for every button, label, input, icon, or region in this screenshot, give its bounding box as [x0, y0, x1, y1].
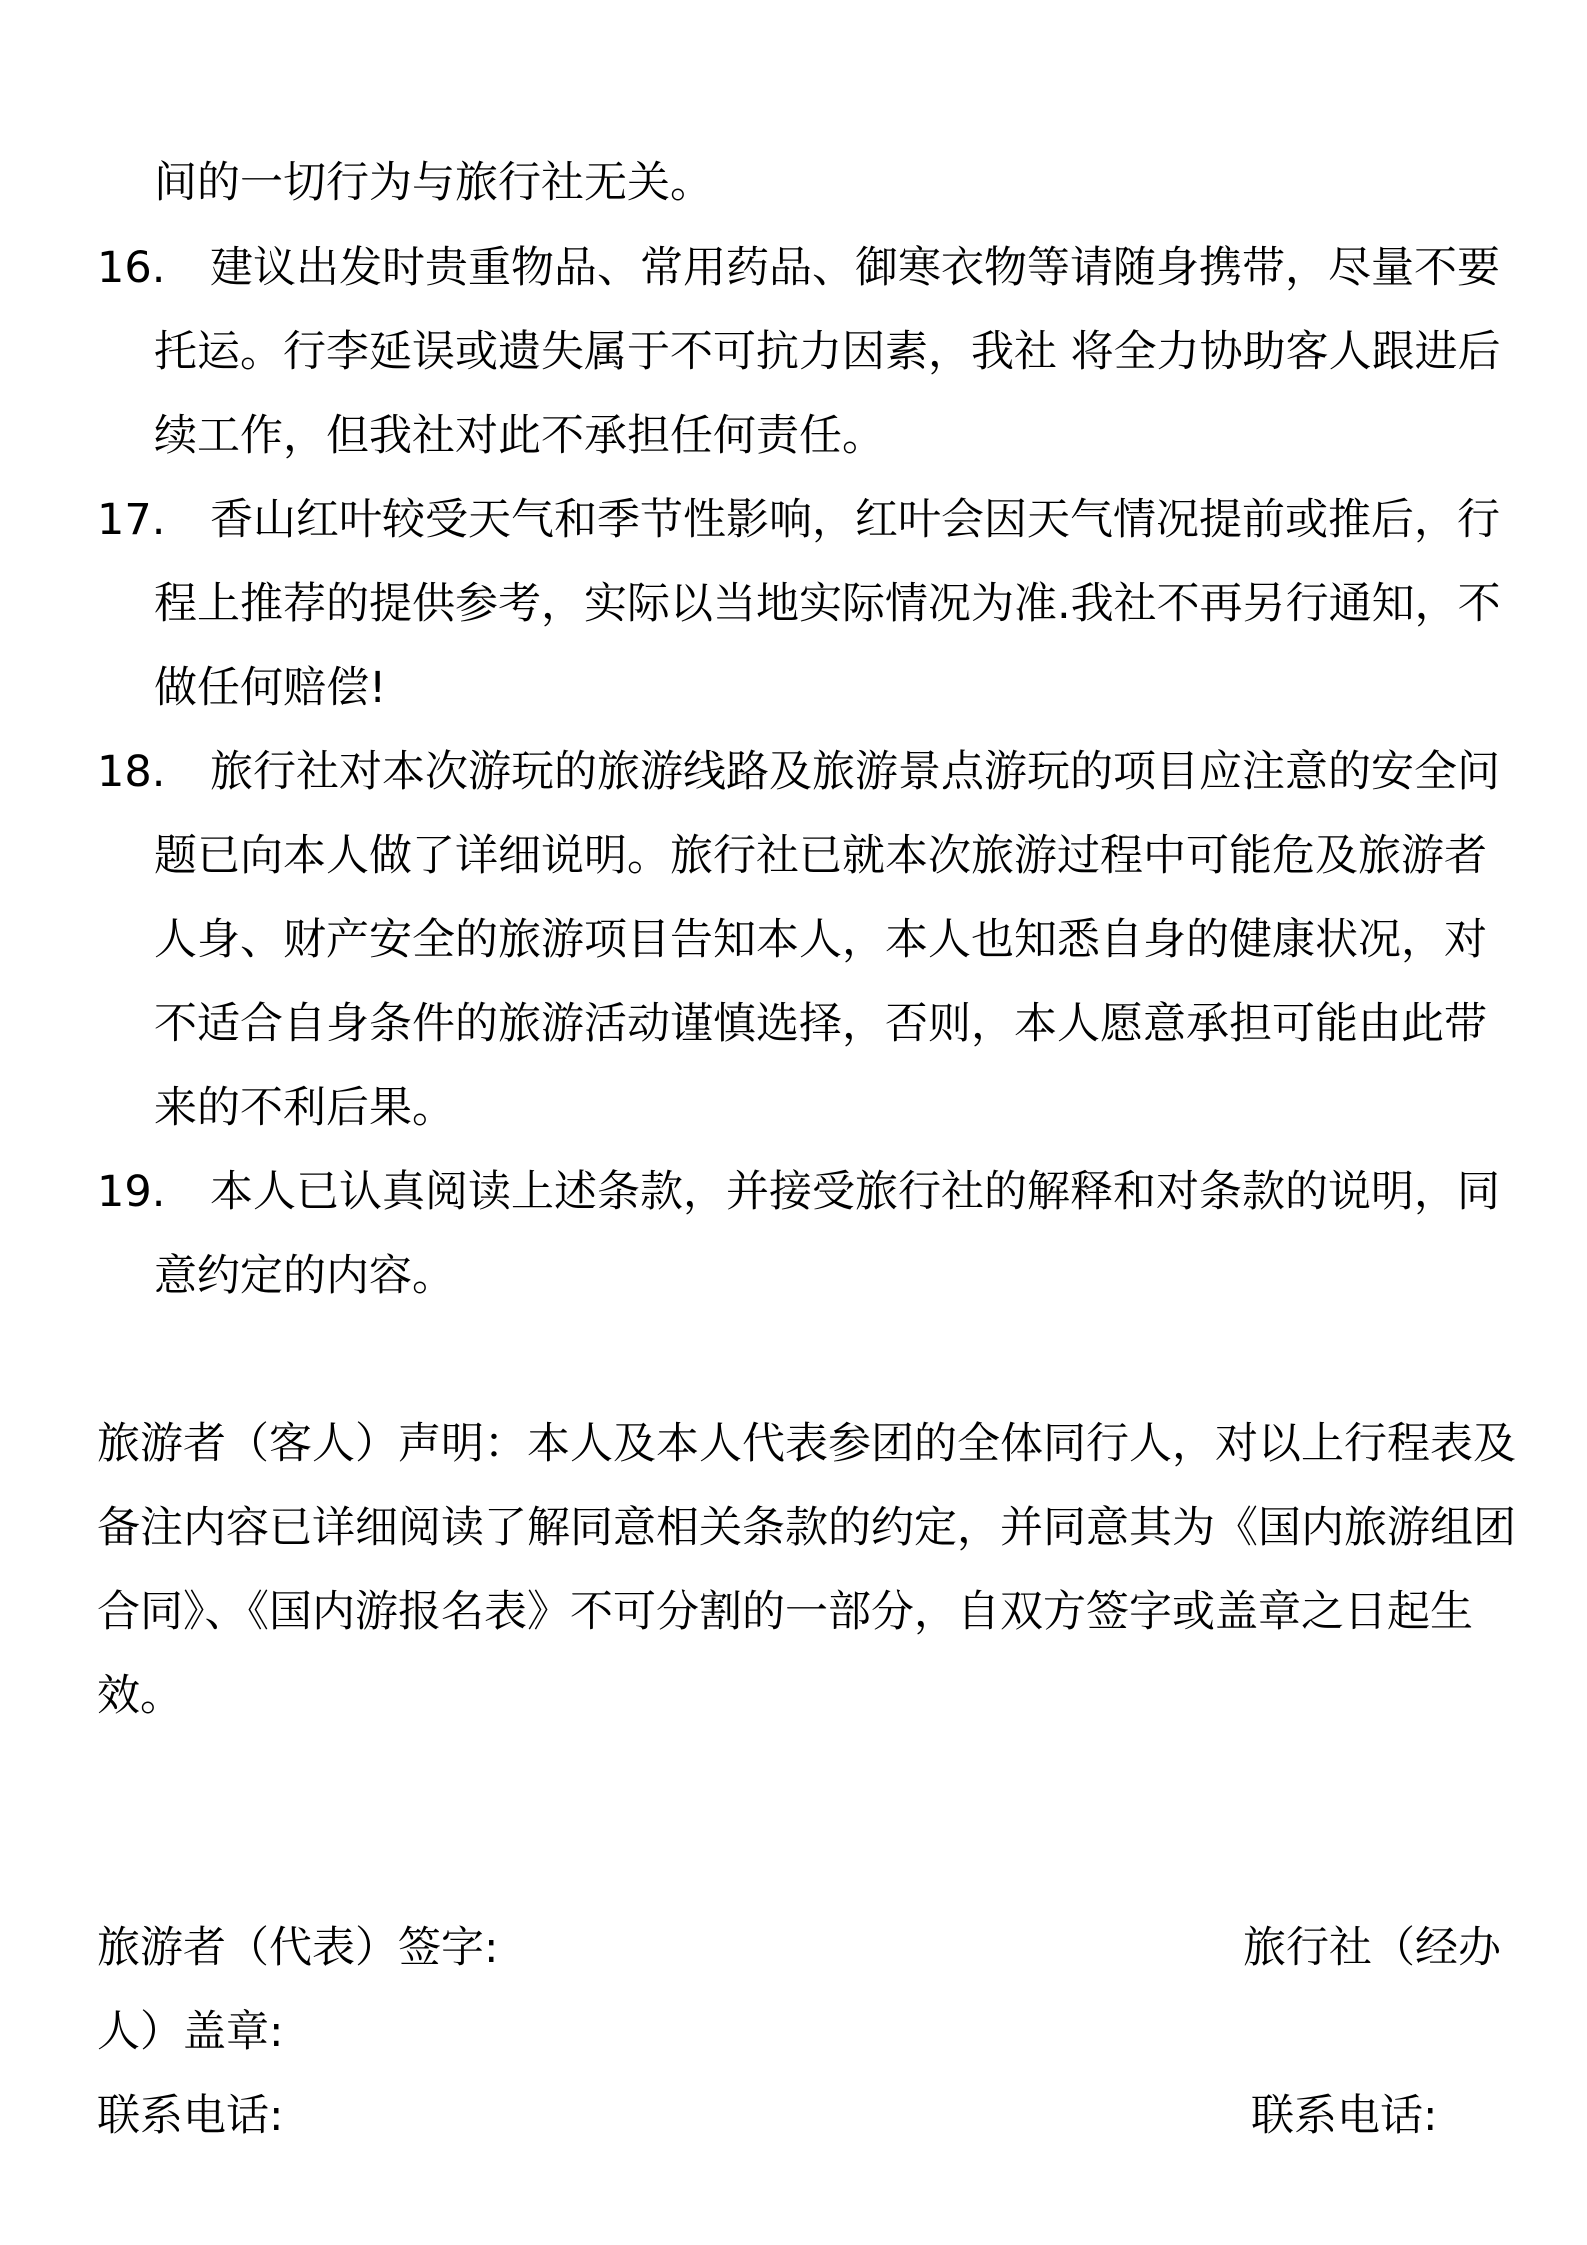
item-number: 19.	[97, 1167, 166, 1217]
agency-seal-label-part1: 旅行社（经办	[1243, 1923, 1501, 1973]
item-line: 人身、财产安全的旅游项目告知本人，本人也知悉自身的健康状况，对	[154, 915, 1487, 965]
declaration-line: 备注内容已详细阅读了解同意相关条款的约定，并同意其为《国内旅游组团	[97, 1503, 1516, 1553]
item-line: 做任何赔偿!	[154, 663, 387, 713]
tourist-signature-label: 旅游者（代表）签字:	[97, 1923, 499, 1973]
item-line: 托运。行李延误或遗失属于不可抗力因素，我社 将全力协助客人跟进后	[154, 327, 1501, 377]
item-line: 来的不利后果。	[154, 1083, 455, 1133]
agency-phone-label: 联系电话:	[1251, 2091, 1438, 2141]
item-line: 意约定的内容。	[154, 1251, 455, 1301]
item-line: 旅行社对本次游玩的旅游线路及旅游景点游玩的项目应注意的安全问	[210, 747, 1500, 797]
item-line: 不适合自身条件的旅游活动谨慎选择，否则，本人愿意承担可能由此带	[154, 999, 1487, 1049]
declaration-line: 合同》、《国内游报名表》不可分割的一部分，自双方签字或盖章之日起生	[97, 1587, 1473, 1637]
item-line: 程上推荐的提供参考，实际以当地实际情况为准.我社不再另行通知，不	[154, 579, 1501, 629]
item-number: 18.	[97, 747, 166, 797]
item-line: 本人已认真阅读上述条款，并接受旅行社的解释和对条款的说明，同	[210, 1167, 1500, 1217]
item-number: 17.	[97, 495, 166, 545]
item-number: 16.	[97, 243, 166, 293]
agency-seal-label-part2: 人）盖章:	[97, 2007, 284, 2057]
item-line: 续工作，但我社对此不承担任何责任。	[154, 411, 885, 461]
item-line: 香山红叶较受天气和季节性影响，红叶会因天气情况提前或推后，行	[210, 495, 1500, 545]
declaration-line: 旅游者（客人）声明：本人及本人代表参团的全体同行人，对以上行程表及	[97, 1419, 1516, 1469]
tourist-phone-label: 联系电话:	[97, 2091, 284, 2141]
item-line: 题已向本人做了详细说明。旅行社已就本次旅游过程中可能危及旅游者	[154, 831, 1487, 881]
declaration-line: 效。	[97, 1671, 183, 1721]
item-line: 建议出发时贵重物品、常用药品、御寒衣物等请随身携带，尽量不要	[210, 243, 1500, 293]
continuation-line: 间的一切行为与旅行社无关。	[154, 158, 713, 208]
